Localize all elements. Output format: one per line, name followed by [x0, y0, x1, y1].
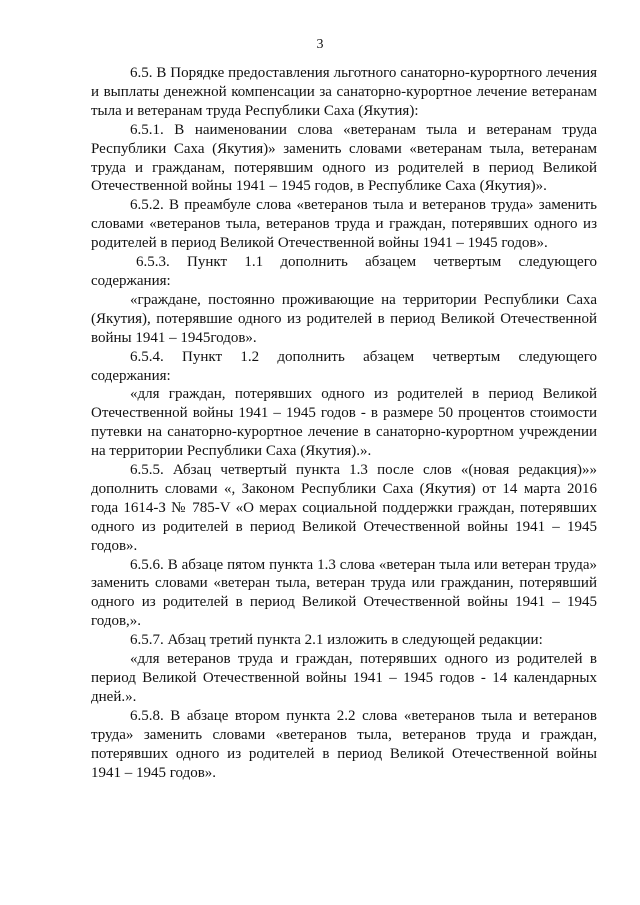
paragraph: 6.5.2. В преамбуле слова «ветеранов тыла и ветеранов труда» заменить словами «ветеранов тыла, ветеранов труда и граждан, потерявших одного из родителей в период Великой Отечественной войны 1941 – 1945 годов».: [91, 197, 597, 252]
paragraph: 6.5.8. В абзаце втором пункта 2.2 слова «ветеранов тыла и ветеранов труда» заменить словами «ветеранов тыла, ветеранов труда и граждан, потерявших одного из родителей в период Великой Отечественной войны 1941 – 1945 годов».: [91, 707, 597, 781]
paragraph: 6.5.6. В абзаце пятом пункта 1.3 слова «ветеран тыла или ветеран труда» заменить словами «ветеран тыла, ветеран труда или гражданин, потерявший одного из родителей в период Великой Отечественной войны 1941 – 1945 годов,».: [91, 556, 597, 630]
page-number: 3: [316, 37, 324, 52]
paragraph: 6.5.5. Абзац четвертый пункта 1.3 после слов «(новая редакция)»» дополнить словами «, Законом Республики Саха (Якутия) от 14 марта 2016 года 1614-З № 785-V «О мерах социальной поддержки граждан, потерявших одного из родителей в период Великой Отечественной войны 1941 – 1945 годов».: [91, 462, 597, 554]
paragraph: 6.5.3. Пункт 1.1 дополнить абзацем четвертым следующего содержания:: [91, 254, 597, 289]
paragraph: 6.5.7. Абзац третий пункта 2.1 изложить в следующей редакции:: [130, 632, 543, 649]
paragraph: 6.5. В Порядке предоставления льготного санаторно-курортного лечения и выплаты денежной компенсации за санаторно-курортное лечение ветеранам тыла и ветеранам труда Республики Саха (Якутия):: [91, 65, 597, 119]
paragraph: «для ветеранов труда и граждан, потерявших одного из родителей в период Великой Отечественной войны 1941 – 1945 годов - 14 календарных дней.».: [91, 651, 597, 705]
document-body: [91, 64, 597, 782]
paragraph: 6.5.1. В наименовании слова «ветеранам тыла и ветеранам труда Республики Саха (Якутия)» заменить словами «ветеранам тыла, ветеранам труда и гражданам, потерявшим одного из родителей в период Великой Отечественной войны 1941 – 1945 годов, в Республике Саха (Якутия)».: [91, 121, 597, 195]
paragraph: «граждане, постоянно проживающие на территории Республики Саха (Якутия), потерявшие одного из родителей в период Великой Отечественной войны 1941 – 1945годов».: [91, 291, 597, 346]
paragraph: «для граждан, потерявших одного из родителей в период Великой Отечественной войны 1941 – 1945 годов - в размере 50 процентов стоимости путевки на санаторно-курортное лечение в санаторно-курортном учреждении на территории Республики Саха (Якутия).».: [91, 386, 597, 460]
paragraph: 6.5.4. Пункт 1.2 дополнить абзацем четвертым следующего содержания:: [91, 348, 597, 384]
